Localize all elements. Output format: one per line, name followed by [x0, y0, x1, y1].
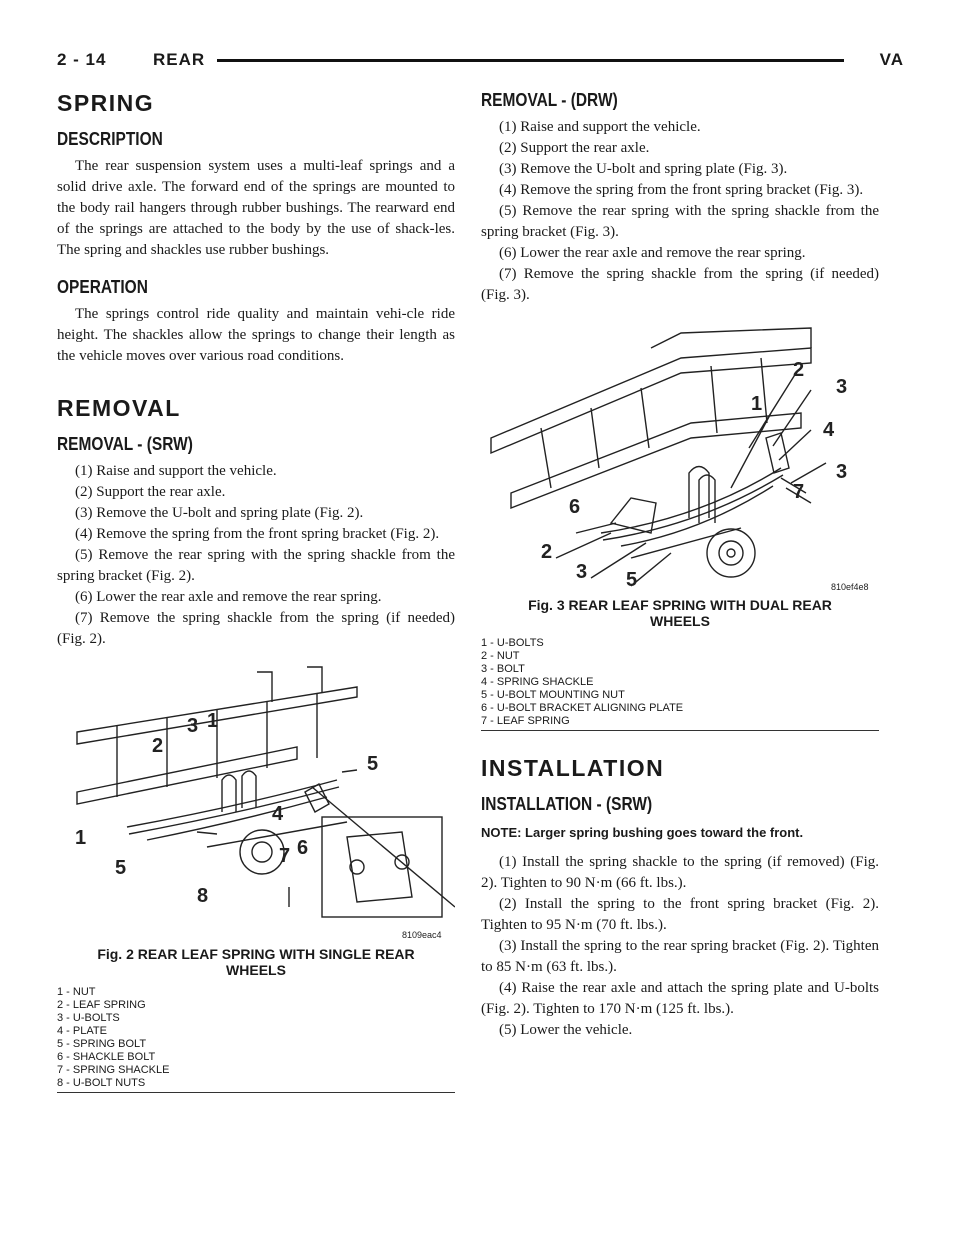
- callout-8: 8: [197, 885, 209, 907]
- legend-item: 6 - U-BOLT BRACKET ALIGNING PLATE: [481, 702, 684, 714]
- removal-drw-step: (2) Support the rear axle.: [499, 140, 650, 156]
- callout-4: 4: [272, 803, 284, 825]
- removal-srw-step: (5) Remove the rear spring with the spring shackle from the spring bracket (Fig. 2).: [57, 547, 455, 584]
- removal-title: REMOVAL: [57, 395, 181, 421]
- legend-item: 2 - NUT: [481, 650, 520, 662]
- callout-3-lower: 3: [576, 561, 588, 583]
- installation-step: (2) Install the spring to the front spring bracket (Fig. 2). Tighten to 95 N·m (70 ft. lbs.).: [481, 896, 879, 933]
- callout-3: 3: [836, 376, 848, 398]
- callout-6: 6: [297, 837, 309, 859]
- legend-item: 2 - LEAF SPRING: [57, 999, 146, 1011]
- figure-3-caption-line1: Fig. 3 REAR LEAF SPRING WITH DUAL REAR: [528, 597, 832, 613]
- legend-item: 7 - LEAF SPRING: [481, 715, 570, 727]
- callout-2: 2: [152, 735, 164, 757]
- description-heading: DESCRIPTION: [57, 129, 163, 149]
- callout-7: 7: [793, 481, 805, 503]
- spring-title: SPRING: [57, 90, 155, 116]
- legend-item: 1 - NUT: [57, 986, 96, 998]
- callout-7: 7: [279, 845, 291, 867]
- removal-drw-step: (5) Remove the rear spring with the spring shackle from the spring bracket (Fig. 3).: [481, 203, 879, 240]
- figure-2-illustration: [57, 662, 455, 942]
- callout-3-mid: 3: [836, 461, 848, 483]
- installation-step: (5) Lower the vehicle.: [499, 1022, 633, 1038]
- callout-2: 2: [793, 359, 805, 381]
- callout-5: 5: [626, 569, 638, 591]
- installation-step: (1) Install the spring shackle to the spring (if removed) (Fig. 2). Tighten to 90 N·m (66 ft. lbs.).: [481, 854, 879, 891]
- removal-srw-step: (7) Remove the spring shackle from the spring (if needed) (Fig. 2).: [57, 610, 455, 647]
- right-column: [481, 82, 879, 1041]
- legend-item: 4 - SPRING SHACKLE: [481, 676, 594, 688]
- operation-text: The springs control ride quality and maintain vehi-cle ride height. The shackles allow the springs to change their length as the vehicle moves over various road conditions.: [57, 306, 455, 364]
- removal-drw-step: (3) Remove the U-bolt and spring plate (Fig. 3).: [499, 161, 788, 177]
- vehicle-code: VA: [879, 50, 904, 69]
- callout-1: 1: [751, 393, 763, 415]
- figure-2-caption-line2: WHEELS: [226, 962, 286, 978]
- removal-srw-step: (1) Raise and support the vehicle.: [75, 463, 277, 479]
- removal-drw-heading: REMOVAL - (DRW): [481, 90, 618, 110]
- installation-step: (3) Install the spring to the rear spring bracket (Fig. 2). Tighten to 85 N·m (63 ft. lbs.).: [481, 938, 879, 975]
- legend-item: 5 - SPRING BOLT: [57, 1038, 147, 1050]
- legend-item: 3 - BOLT: [481, 663, 525, 675]
- callout-2-lower: 2: [541, 541, 553, 563]
- left-column: [57, 82, 455, 1093]
- legend-item: 5 - U-BOLT MOUNTING NUT: [481, 689, 625, 701]
- removal-drw-step: (7) Remove the spring shackle from the spring (if needed) (Fig. 3).: [481, 266, 879, 303]
- header-rule: [217, 59, 844, 62]
- removal-srw-step: (6) Lower the rear axle and remove the rear spring.: [75, 589, 382, 605]
- figure-3-code: 810ef4e8: [831, 582, 869, 592]
- removal-srw-heading: REMOVAL - (SRW): [57, 434, 193, 454]
- figure-2-caption: [57, 946, 455, 978]
- removal-srw-step: (2) Support the rear axle.: [75, 484, 226, 500]
- callout-5-lower: 5: [115, 857, 127, 879]
- callout-4: 4: [823, 419, 835, 441]
- callout-3: 3: [187, 715, 199, 737]
- section-name: REAR: [153, 50, 206, 69]
- installation-note: NOTE: Larger spring bushing goes toward the front.: [481, 825, 804, 840]
- figure-2-legend: [57, 986, 455, 1093]
- page-number: 2 - 14: [57, 50, 107, 69]
- installation-title: INSTALLATION: [481, 755, 665, 781]
- removal-drw-step: (6) Lower the rear axle and remove the rear spring.: [499, 245, 806, 261]
- description-text: The rear suspension system uses a multi-leaf springs and a solid drive axle. The forward end of the springs are mounted to the body rail hangers through rubber bushings. The rearward end of the springs are attached to the body by the use of shack-les. The spring and shackles use rubber bushings.: [57, 158, 455, 258]
- removal-drw-step: (4) Remove the spring from the front spring bracket (Fig. 3).: [499, 182, 864, 198]
- legend-item: 6 - SHACKLE BOLT: [57, 1051, 156, 1063]
- figure-3-caption: [481, 597, 879, 629]
- figure-3: [481, 318, 879, 731]
- page-header: [57, 50, 904, 78]
- figure-2-code: 8109eac4: [402, 930, 442, 940]
- figure-2-caption-line1: Fig. 2 REAR LEAF SPRING WITH SINGLE REAR: [97, 946, 415, 962]
- legend-item: 8 - U-BOLT NUTS: [57, 1077, 146, 1089]
- figure-3-legend: [481, 637, 879, 731]
- installation-step: (4) Raise the rear axle and attach the spring plate and U-bolts (Fig. 2). Tighten to 170 N·m (125 ft. lbs.).: [481, 980, 879, 1017]
- removal-drw-step: (1) Raise and support the vehicle.: [499, 119, 701, 135]
- legend-item: 3 - U-BOLTS: [57, 1012, 120, 1024]
- callout-1: 1: [207, 710, 219, 732]
- callout-6: 6: [569, 496, 581, 518]
- callout-5: 5: [367, 753, 379, 775]
- figure-3-caption-line2: WHEELS: [650, 613, 710, 629]
- legend-item: 1 - U-BOLTS: [481, 637, 544, 649]
- legend-item: 7 - SPRING SHACKLE: [57, 1064, 170, 1076]
- operation-heading: OPERATION: [57, 277, 148, 297]
- figure-3-illustration: [481, 318, 879, 593]
- callout-1-lower: 1: [75, 827, 87, 849]
- installation-srw-heading: INSTALLATION - (SRW): [481, 794, 653, 814]
- removal-srw-step: (4) Remove the spring from the front spring bracket (Fig. 2).: [75, 526, 440, 542]
- removal-srw-step: (3) Remove the U-bolt and spring plate (Fig. 2).: [75, 505, 364, 521]
- legend-item: 4 - PLATE: [57, 1025, 107, 1037]
- figure-2: [57, 662, 455, 1093]
